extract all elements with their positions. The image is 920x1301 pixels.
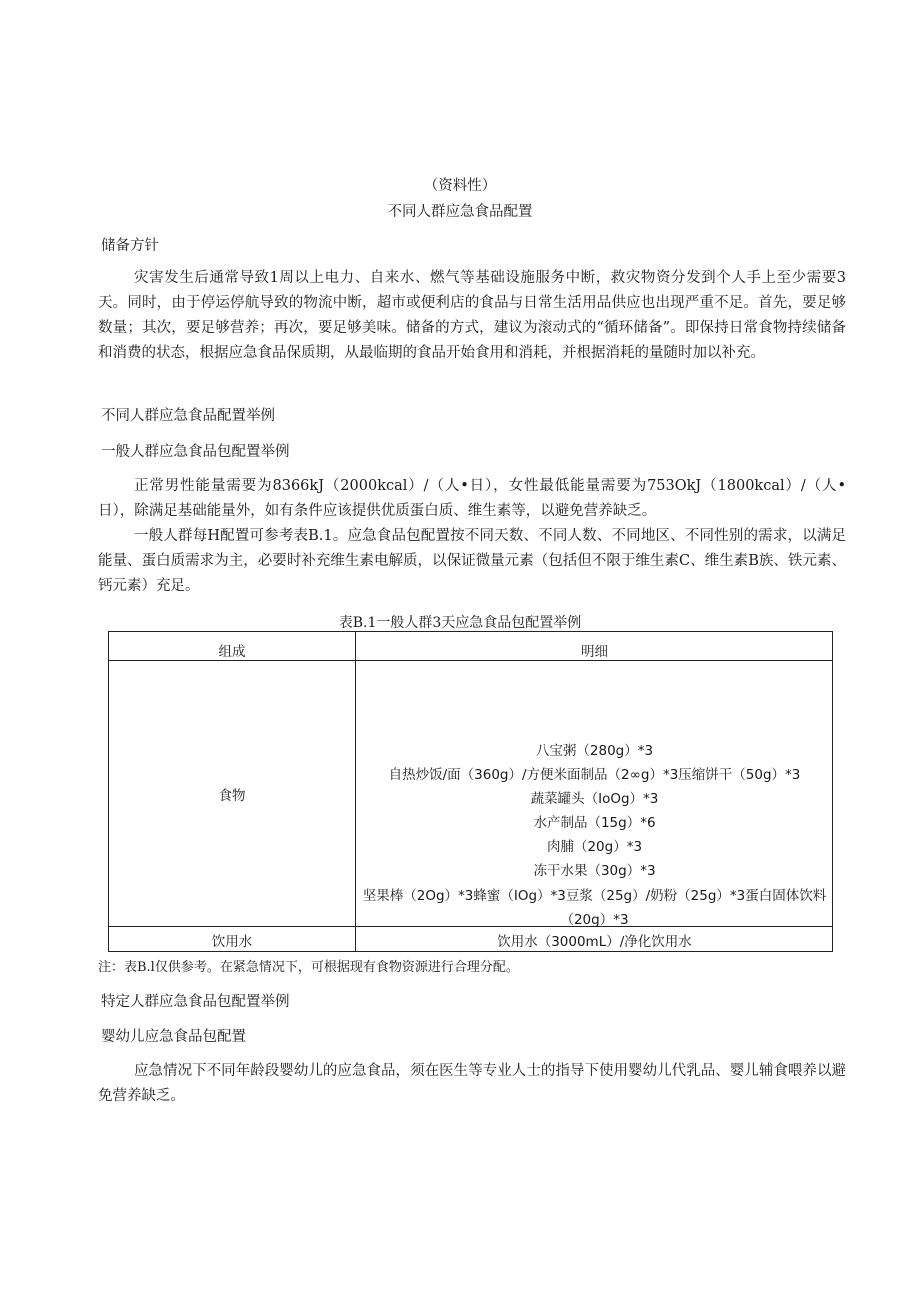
table-caption: 表B.1一般人群3天应急食品包配置举例 xyxy=(338,615,582,631)
appendix-label: （资料性） xyxy=(423,178,497,194)
heading-special-population: 特定人群应急食品包配置举例 xyxy=(101,994,290,1010)
table-row-food-detail: 蔬菜罐头（IoOg）*3 xyxy=(530,791,659,807)
heading-group-examples: 不同人群应急食品配置举例 xyxy=(101,408,275,424)
paragraph-energy-needs: 正常男性能量需要为8366kJ（2000kcal）/（人•日），女性最低能量需要为753OkJ（1800kcal）/（人•日），除满足基础能量外，如有条件应该提供优质蛋白质、维生素等，以避免营养缺乏。 xyxy=(98,478,846,519)
table-header-details: 明细 xyxy=(581,644,608,660)
paragraph-infant: 应急情况下不同年龄段婴幼儿的应急食品，须在医生等专业人士的指导下使用婴幼儿代乳品、婴儿辅食喂养以避免营养缺乏。 xyxy=(98,1063,846,1104)
table-row-food-detail: 自热炒饭/面（360g）/方便米面制品（2∞g）*3压缩饼干（50g）*3 xyxy=(388,767,801,783)
heading-reserve-policy: 储备方针 xyxy=(101,238,159,254)
table-row-food-detail: 冻干水果（30g）*3 xyxy=(533,863,656,879)
paragraph-reserve-policy: 灾害发生后通常导致1周以上电力、自来水、燃气等基础设施服务中断，救灾物资分发到个人手上至少需要3天。同时，由于停运停航导致的物流中断，超市或便利店的食品与日常生活用品供应也出现严重不足。首先，要足够数量；其次，要足够营养；再次，要足够美味。储备的方式，建议为滚动式的“循环储备”。即保持日常食物持续储备和消费的状态，根据应急食品保质期，从最临期的食品开始食用和消耗，并根据消耗的量随时加以补充。 xyxy=(98,270,846,361)
appendix-title: 不同人群应急食品配置 xyxy=(387,204,533,220)
table-header-divider xyxy=(109,660,832,661)
heading-infant: 婴幼儿应急食品包配置 xyxy=(101,1029,246,1045)
table-row-food-component: 食物 xyxy=(218,788,246,804)
table-row-water-detail: 饮用水（3000mL）/净化饮用水 xyxy=(497,934,692,950)
table-row-food-detail: 肉脯（20g）*3 xyxy=(546,839,643,855)
table-header-component: 组成 xyxy=(218,644,246,660)
table-row-food-detail: 坚果棒（2Og）*3蜂蜜（IOg）*3豆浆（25g）/奶粉（25g）*3蛋白固体饮料 xyxy=(362,888,827,904)
table-row-food-detail: 八宝粥（280g）*3 xyxy=(535,743,654,759)
heading-general-population: 一般人群应急食品包配置举例 xyxy=(101,444,290,460)
paragraph-config-reference: 一般人群每H配置可参考表B.1。应急食品包配置按不同天数、不同人数、不同地区、不同性别的需求，以满足能量、蛋白质需求为主，必要时补充维生素电解质，以保证微量元素（包括但不限于维生素C、维生素B族、铁元素、钙元素）充足。 xyxy=(98,528,846,594)
table-note: 注：表B.l仅供参考。在紧急情况下，可根据现有食物资源进行合理分配。 xyxy=(98,960,519,975)
table-row-water-component: 饮用水 xyxy=(211,934,253,950)
table-row-food-detail: （20g）*3 xyxy=(560,912,629,928)
table-row-food-detail: 水产制品（15g）*6 xyxy=(533,815,656,831)
food-config-table xyxy=(108,631,833,952)
